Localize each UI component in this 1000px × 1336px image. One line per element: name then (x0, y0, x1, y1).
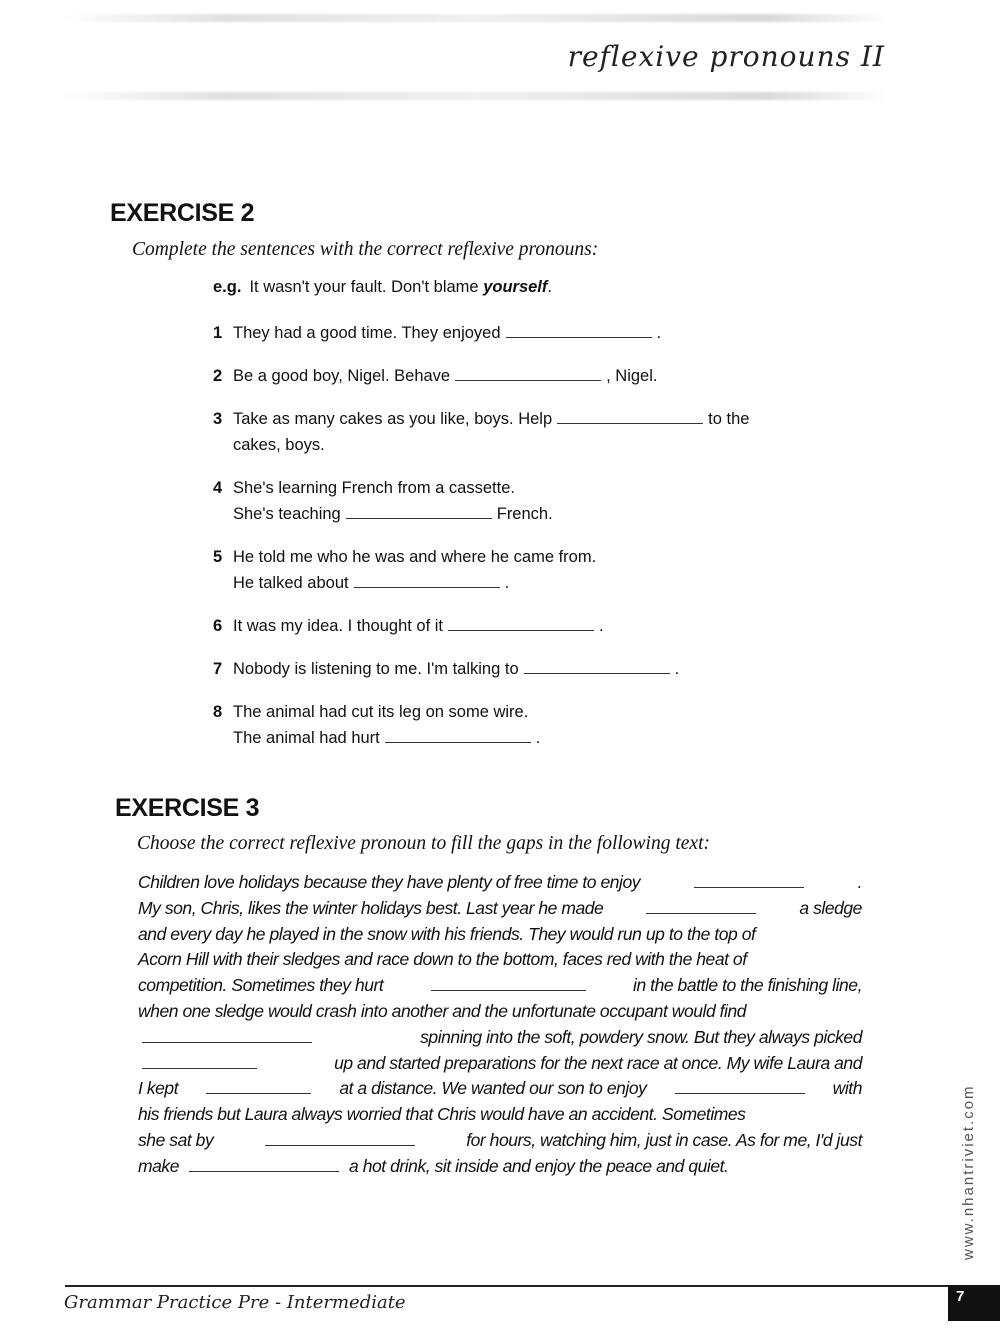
exercise-item (213, 656, 749, 682)
text-segment: Children love holidays because they have plenty of free time to enjoy (138, 872, 641, 892)
item-line (233, 725, 540, 751)
item-line (233, 570, 596, 596)
item-text (233, 699, 540, 751)
exercise-item (213, 363, 749, 389)
item-line (233, 406, 749, 432)
exercise-item (213, 475, 749, 527)
text-segment: I kept (138, 1078, 179, 1099)
text-segment: French. (496, 505, 553, 523)
text-segment: make (138, 1155, 179, 1176)
paragraph-line (138, 872, 862, 898)
exercise-2-instruction: Complete the sentences with the correct reflexive pronouns: (132, 239, 599, 260)
item-number: 8 (213, 703, 223, 721)
website-watermark: www.nhantriviet.com (960, 1084, 977, 1260)
answer-blank[interactable] (448, 614, 594, 631)
paragraph-line (138, 898, 862, 924)
paragraph-line (138, 1130, 862, 1156)
example-sentence (213, 278, 552, 297)
exercise-item (213, 699, 749, 751)
text-segment: for hours, watching him, just in case. As for me, I'd just (466, 1129, 862, 1150)
text-segment: she sat by (138, 1129, 214, 1150)
exercise-2-title: EXERCISE 2 (110, 199, 255, 227)
text-segment: She's teaching (233, 505, 341, 523)
item-line (233, 501, 553, 527)
text-segment: cakes, boys. (233, 436, 325, 454)
answer-blank[interactable] (206, 1079, 311, 1094)
text-segment: He talked about (233, 574, 349, 592)
paragraph-line (138, 1027, 862, 1053)
item-number: 4 (213, 479, 223, 497)
item-line (233, 432, 749, 458)
exercise-2-items (213, 320, 749, 768)
text-segment: Take as many cakes as you like, boys. Help (233, 410, 553, 428)
paragraph-line (138, 924, 862, 950)
answer-blank[interactable] (265, 1131, 415, 1146)
text-segment: up and started preparations for the next race at once. My wife Laura and (334, 1052, 862, 1073)
footer-divider (65, 1285, 950, 1287)
paragraph-line (138, 1078, 862, 1104)
answer-blank[interactable] (354, 571, 500, 588)
text-segment: . (535, 729, 541, 747)
book-title: Grammar Practice Pre - Intermediate (64, 1292, 406, 1313)
answer-blank[interactable] (675, 1079, 805, 1094)
item-line (233, 544, 596, 570)
item-line (233, 699, 540, 725)
text-segment: . (674, 660, 680, 678)
item-number: 5 (213, 548, 223, 566)
text-segment: with (832, 1078, 862, 1099)
answer-blank[interactable] (455, 364, 601, 381)
text-segment: It was my idea. I thought of it (233, 617, 444, 635)
answer-blank[interactable] (646, 899, 756, 914)
example-label: e.g. (213, 278, 242, 296)
text-segment: My son, Chris, likes the winter holidays best. Last year he made (138, 897, 604, 918)
answer-blank[interactable] (506, 321, 652, 338)
exercise-3-text (138, 872, 862, 1182)
scan-streak (60, 14, 890, 22)
page-number: 7 (948, 1285, 1000, 1321)
item-number: 1 (213, 324, 223, 342)
text-segment: Be a good boy, Nigel. Behave (233, 367, 451, 385)
item-text (233, 406, 749, 458)
text-segment: , Nigel. (606, 367, 658, 385)
text-segment: when one sledge would crash into another and the unfortunate occupant would find (138, 1000, 747, 1021)
answer-blank[interactable] (557, 407, 703, 424)
text-segment: Acorn Hill with their sledges and race down to the bottom, faces red with the heat of (138, 949, 747, 970)
answer-blank[interactable] (385, 726, 531, 743)
text-segment: and every day he played in the snow with his friends. They would run up to the top of (138, 923, 756, 944)
item-line (233, 475, 553, 501)
item-number: 7 (213, 660, 223, 678)
exercise-3-title: EXERCISE 3 (115, 794, 260, 822)
answer-blank[interactable] (346, 502, 492, 519)
text-segment: The animal had cut its leg on some wire. (233, 703, 529, 721)
item-text (233, 544, 596, 596)
paragraph-line (138, 1104, 862, 1130)
answer-blank[interactable] (524, 657, 670, 674)
text-segment: . (656, 324, 662, 342)
paragraph-line (138, 1001, 862, 1027)
exercise-item (213, 613, 749, 639)
paragraph-line (138, 949, 862, 975)
paragraph-line (138, 1156, 862, 1182)
text-segment: spinning into the soft, powdery snow. But they always picked (420, 1026, 862, 1047)
paragraph-line (138, 1053, 862, 1079)
exercise-3-instruction: Choose the correct reflexive pronoun to fill the gaps in the following text: (137, 833, 710, 854)
text-segment: The animal had hurt (233, 729, 380, 747)
item-line (233, 363, 657, 389)
text-segment: in the battle to the finishing line, (633, 975, 862, 996)
item-text (233, 656, 679, 682)
paragraph-line (138, 975, 862, 1001)
example-end: . (547, 278, 552, 296)
exercise-item (213, 406, 749, 458)
text-segment: competition. Sometimes they hurt (138, 975, 384, 996)
text-segment: . (504, 574, 510, 592)
answer-blank[interactable] (189, 1157, 339, 1172)
item-text (233, 475, 553, 527)
item-number: 6 (213, 617, 223, 635)
text-segment: . (599, 617, 604, 635)
page-header-title: reflexive pronouns II (567, 40, 885, 73)
text-segment: at a distance. We wanted our son to enjoy (339, 1078, 647, 1099)
text-segment: a hot drink, sit inside and enjoy the peace and quiet. (349, 1155, 729, 1176)
example-answer: yourself (483, 278, 548, 296)
text-segment: . (857, 872, 862, 892)
text-segment: to the (708, 410, 750, 428)
text-segment: She's learning French from a cassette. (233, 479, 515, 497)
text-segment: a sledge (799, 897, 862, 918)
exercise-item (213, 544, 749, 596)
item-text (233, 613, 604, 639)
item-number: 3 (213, 410, 223, 428)
answer-blank[interactable] (142, 1028, 312, 1043)
exercise-item (213, 320, 749, 346)
example-text: It wasn't your fault. Don't blame (249, 278, 484, 296)
text-segment: He told me who he was and where he came from. (233, 548, 597, 566)
text-segment: They had a good time. They enjoyed (233, 324, 501, 342)
answer-blank[interactable] (431, 976, 586, 991)
scan-streak (60, 92, 890, 100)
text-segment: Nobody is listening to me. I'm talking to (233, 660, 519, 678)
item-line (233, 320, 661, 346)
answer-blank[interactable] (142, 1054, 257, 1069)
item-line (233, 656, 679, 682)
item-line (233, 613, 604, 639)
item-number: 2 (213, 367, 223, 385)
text-segment: his friends but Laura always worried that Chris would have an accident. Sometimes (138, 1104, 746, 1125)
answer-blank[interactable] (694, 873, 804, 888)
item-text (233, 363, 657, 389)
item-text (233, 320, 661, 346)
